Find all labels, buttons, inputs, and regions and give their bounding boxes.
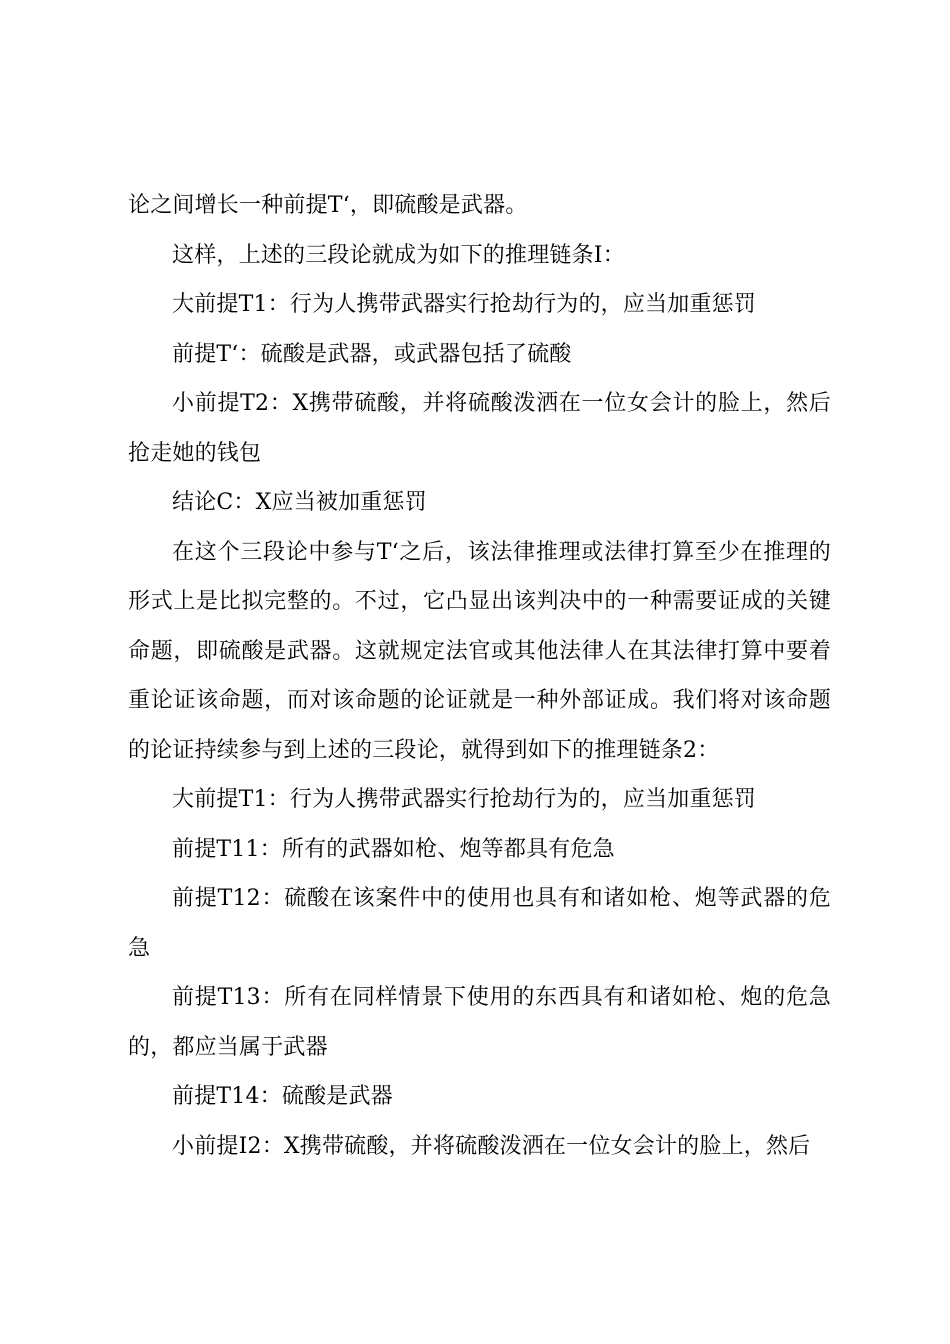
paragraph-conclusion: 结论C：X应当被加重惩罚 [172, 490, 427, 515]
paragraph-premise-t12: 前提T12：硫酸在该案件中的使用也具有和诸如枪、炮等武器的危急 [128, 886, 831, 961]
paragraph-premise-t14: 前提T14：硫酸是武器 [172, 1084, 393, 1109]
paragraph-minor-premise-i2: 小前提I2：X携带硫酸，并将硫酸泼洒在一位女会计的脸上，然后 [172, 1133, 811, 1159]
paragraph-chain-intro: 这样，上述的三段论就成为如下的推理链条I： [172, 242, 625, 268]
paragraph-continuation: 论之间增长一种前提T‘，即硫酸是武器。 [128, 193, 528, 218]
paragraph-minor-premise-t2: 小前提T2：X携带硫酸，并将硫酸泼洒在一位女会计的脸上，然后抢走她的钱包 [128, 391, 831, 466]
paragraph-major-premise: 大前提T1：行为人携带武器实行抢劫行为的，应当加重惩罚 [172, 292, 757, 317]
paragraph-analysis: 在这个三段论中参与T‘之后，该法律推理或法律打算至少在推理的形式上是比拟完整的。不过，它凸显出该判决中的一种需要证成的关键命题，即硫酸是武器。这就规定法官或其他法律人在其法律打算中要着重论证该命题，而对该命题的论证就是一种外部证成。我们将对该命题的论证持续参与到上述的三段论，就得到如下的推理链条2： [128, 539, 831, 763]
paragraph-premise-t11: 前提T11：所有的武器如枪、炮等都具有危急 [172, 836, 615, 862]
paragraph-premise-t-prime: 前提T‘：硫酸是武器，或武器包括了硫酸 [172, 341, 572, 367]
paragraph-major-premise-2: 大前提T1：行为人携带武器实行抢劫行为的，应当加重惩罚 [172, 787, 757, 812]
document-body [128, 181, 831, 1171]
paragraph-premise-t13: 前提T13：所有在同样情景下使用的东西具有和诸如枪、炮的危急的，都应当属于武器 [128, 985, 831, 1060]
